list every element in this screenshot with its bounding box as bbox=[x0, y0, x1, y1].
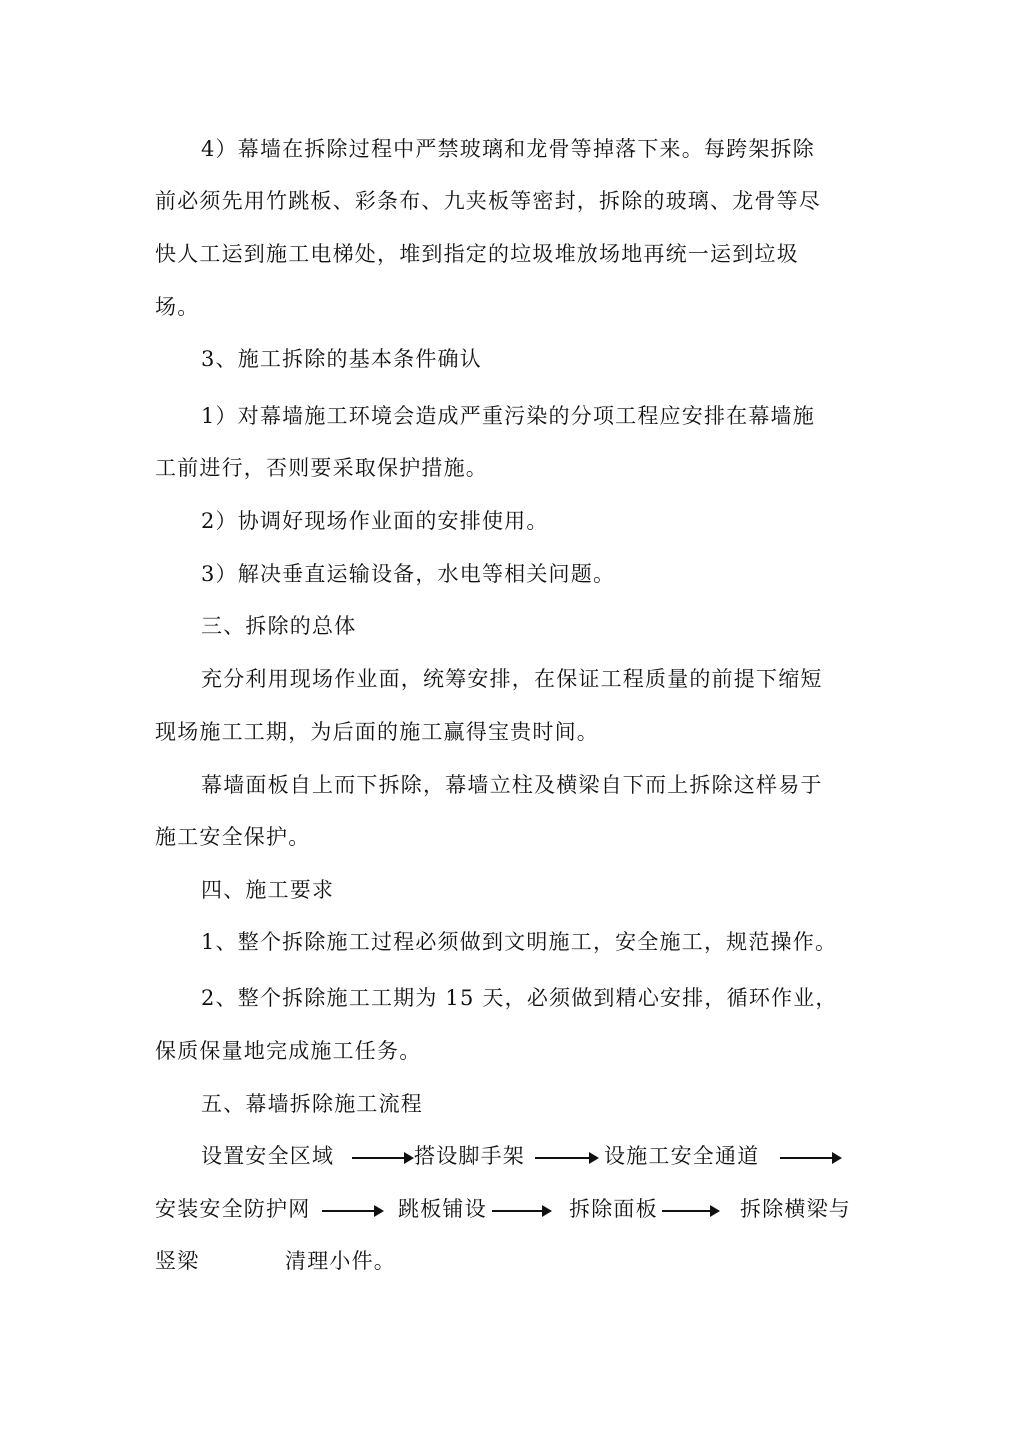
flow-step-remove-beams: 拆除横梁与 bbox=[740, 1197, 851, 1221]
flow-step-scaffold: 搭设脚手架 bbox=[414, 1144, 525, 1168]
paragraph-line: 1、整个拆除施工过程必须做到文明施工，安全施工，规范操作。 bbox=[201, 930, 838, 954]
paragraph-line: 前必须先用竹跳板、彩条布、九夹板等密封，拆除的玻璃、龙骨等尽 bbox=[155, 189, 821, 213]
paragraph-line: 1）对幕墙施工环境会造成严重污染的分项工程应安排在幕墙施 bbox=[201, 404, 815, 428]
paragraph-line: 2）协调好现场作业面的安排使用。 bbox=[201, 509, 549, 533]
section-heading: 四、施工要求 bbox=[201, 878, 335, 902]
paragraph-line: 施工安全保护。 bbox=[155, 825, 311, 849]
flow-arrow bbox=[662, 1210, 718, 1212]
flow-step-plank-laying: 跳板铺设 bbox=[398, 1197, 487, 1221]
paragraph-line: 快人工运到施工电梯处，堆到指定的垃圾堆放场地再统一运到垃圾 bbox=[155, 242, 799, 266]
section-heading: 3、施工拆除的基本条件确认 bbox=[201, 347, 482, 371]
paragraph-line: 充分利用现场作业面，统筹安排，在保证工程质量的前提下缩短 bbox=[201, 667, 823, 691]
flow-step-clean-small-parts: 清理小件。 bbox=[285, 1249, 396, 1273]
flow-step-remove-panels: 拆除面板 bbox=[569, 1197, 658, 1221]
flow-step-setup-safety-zone: 设置安全区域 bbox=[201, 1144, 335, 1168]
section-heading: 三、拆除的总体 bbox=[201, 614, 357, 638]
flow-arrow bbox=[492, 1210, 550, 1212]
paragraph-line: 幕墙面板自上而下拆除，幕墙立柱及横梁自下而上拆除这样易于 bbox=[201, 773, 823, 797]
paragraph-line: 4）幕墙在拆除过程中严禁玻璃和龙骨等掉落下来。每跨架拆除 bbox=[201, 137, 815, 161]
paragraph-line: 工前进行，否则要采取保护措施。 bbox=[155, 456, 488, 480]
paragraph-line: 场。 bbox=[155, 295, 200, 319]
flow-step-safety-net: 安装安全防护网 bbox=[155, 1197, 311, 1221]
flow-step-safety-passage: 设施工安全通道 bbox=[604, 1144, 760, 1168]
paragraph-line: 现场施工工期，为后面的施工赢得宝贵时间。 bbox=[155, 720, 599, 744]
flow-arrow bbox=[322, 1210, 382, 1212]
paragraph-line: 保质保量地完成施工任务。 bbox=[155, 1039, 422, 1063]
paragraph-line: 2、整个拆除施工工期为 15 天，必须做到精心安排，循环作业， bbox=[201, 986, 838, 1010]
flow-arrow bbox=[780, 1157, 840, 1159]
section-heading: 五、幕墙拆除施工流程 bbox=[201, 1092, 423, 1116]
flow-arrow bbox=[535, 1157, 597, 1159]
flow-arrow bbox=[352, 1157, 412, 1159]
flow-step-remove-beams-cont: 竖梁 bbox=[155, 1249, 200, 1273]
paragraph-line: 3）解决垂直运输设备，水电等相关问题。 bbox=[201, 562, 616, 586]
